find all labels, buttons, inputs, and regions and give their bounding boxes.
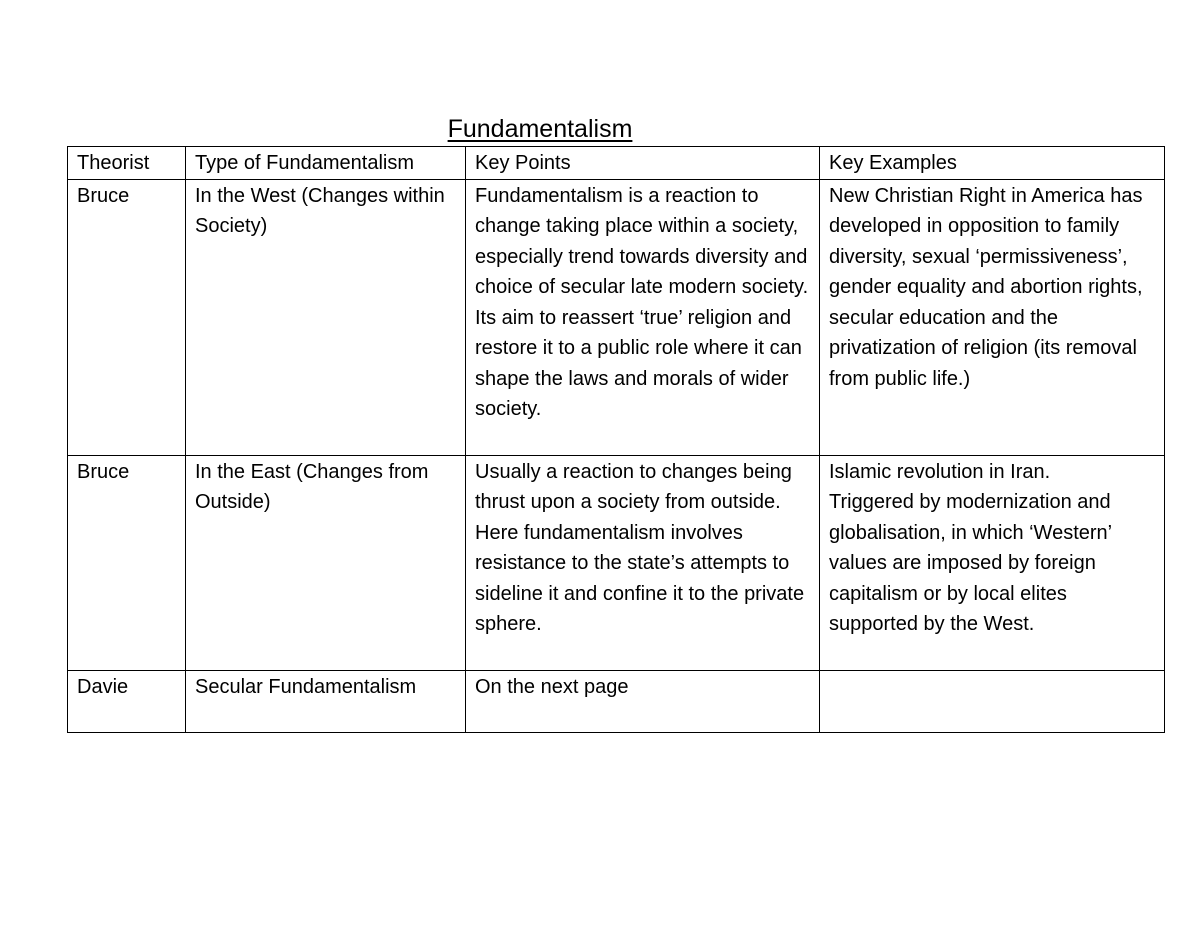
key-point-paragraph: Its aim to reassert ‘true’ religion and restore it to a public role where it can shape the laws and morals of wider society. — [475, 306, 802, 420]
key-point-paragraph: On the next page — [475, 675, 629, 698]
key-examples-cell — [820, 179, 1165, 455]
header-key-points: Key Points — [466, 147, 820, 180]
table-header-row — [68, 147, 1165, 180]
key-examples-cell — [820, 455, 1165, 670]
table-row — [68, 670, 1165, 732]
key-example-paragraph: Triggered by modernization and globalisation, in which ‘Western’ values are imposed by foreign capitalism or by local elites supported by the West. — [829, 491, 1112, 635]
key-example-paragraph: Islamic revolution in Iran. — [829, 460, 1051, 483]
theorist-cell: Bruce — [68, 455, 186, 670]
key-point-paragraph: Here fundamentalism involves resistance to the state’s attempts to sideline it and confine it to the private sphere. — [475, 521, 805, 635]
type-cell: Secular Fundamentalism — [186, 670, 466, 732]
key-examples-cell — [820, 670, 1165, 732]
header-type: Type of Fundamentalism — [186, 147, 466, 180]
type-cell: In the East (Changes from Outside) — [186, 455, 466, 670]
theorist-cell: Davie — [68, 670, 186, 732]
key-points-cell — [466, 455, 820, 670]
key-point-paragraph: Fundamentalism is a reaction to change taking place within a society, especially trend towards diversity and choice of secular late modern society. — [475, 184, 809, 298]
table-row — [68, 179, 1165, 455]
key-points-cell — [466, 179, 820, 455]
type-cell: In the West (Changes within Society) — [186, 179, 466, 455]
fundamentalism-table — [67, 146, 1165, 733]
document-title: Fundamentalism — [447, 115, 633, 143]
header-key-examples: Key Examples — [820, 147, 1165, 180]
header-theorist: Theorist — [68, 147, 186, 180]
key-example-paragraph: New Christian Right in America has developed in opposition to family diversity, sexual ‘permissiveness’, gender equality and abortion rights, secular education and the privatization of religion (its removal from public life.) — [829, 184, 1143, 390]
table-row — [68, 455, 1165, 670]
theorist-cell: Bruce — [68, 179, 186, 455]
key-points-cell — [466, 670, 820, 732]
key-point-paragraph: Usually a reaction to changes being thrust upon a society from outside. — [475, 460, 792, 513]
